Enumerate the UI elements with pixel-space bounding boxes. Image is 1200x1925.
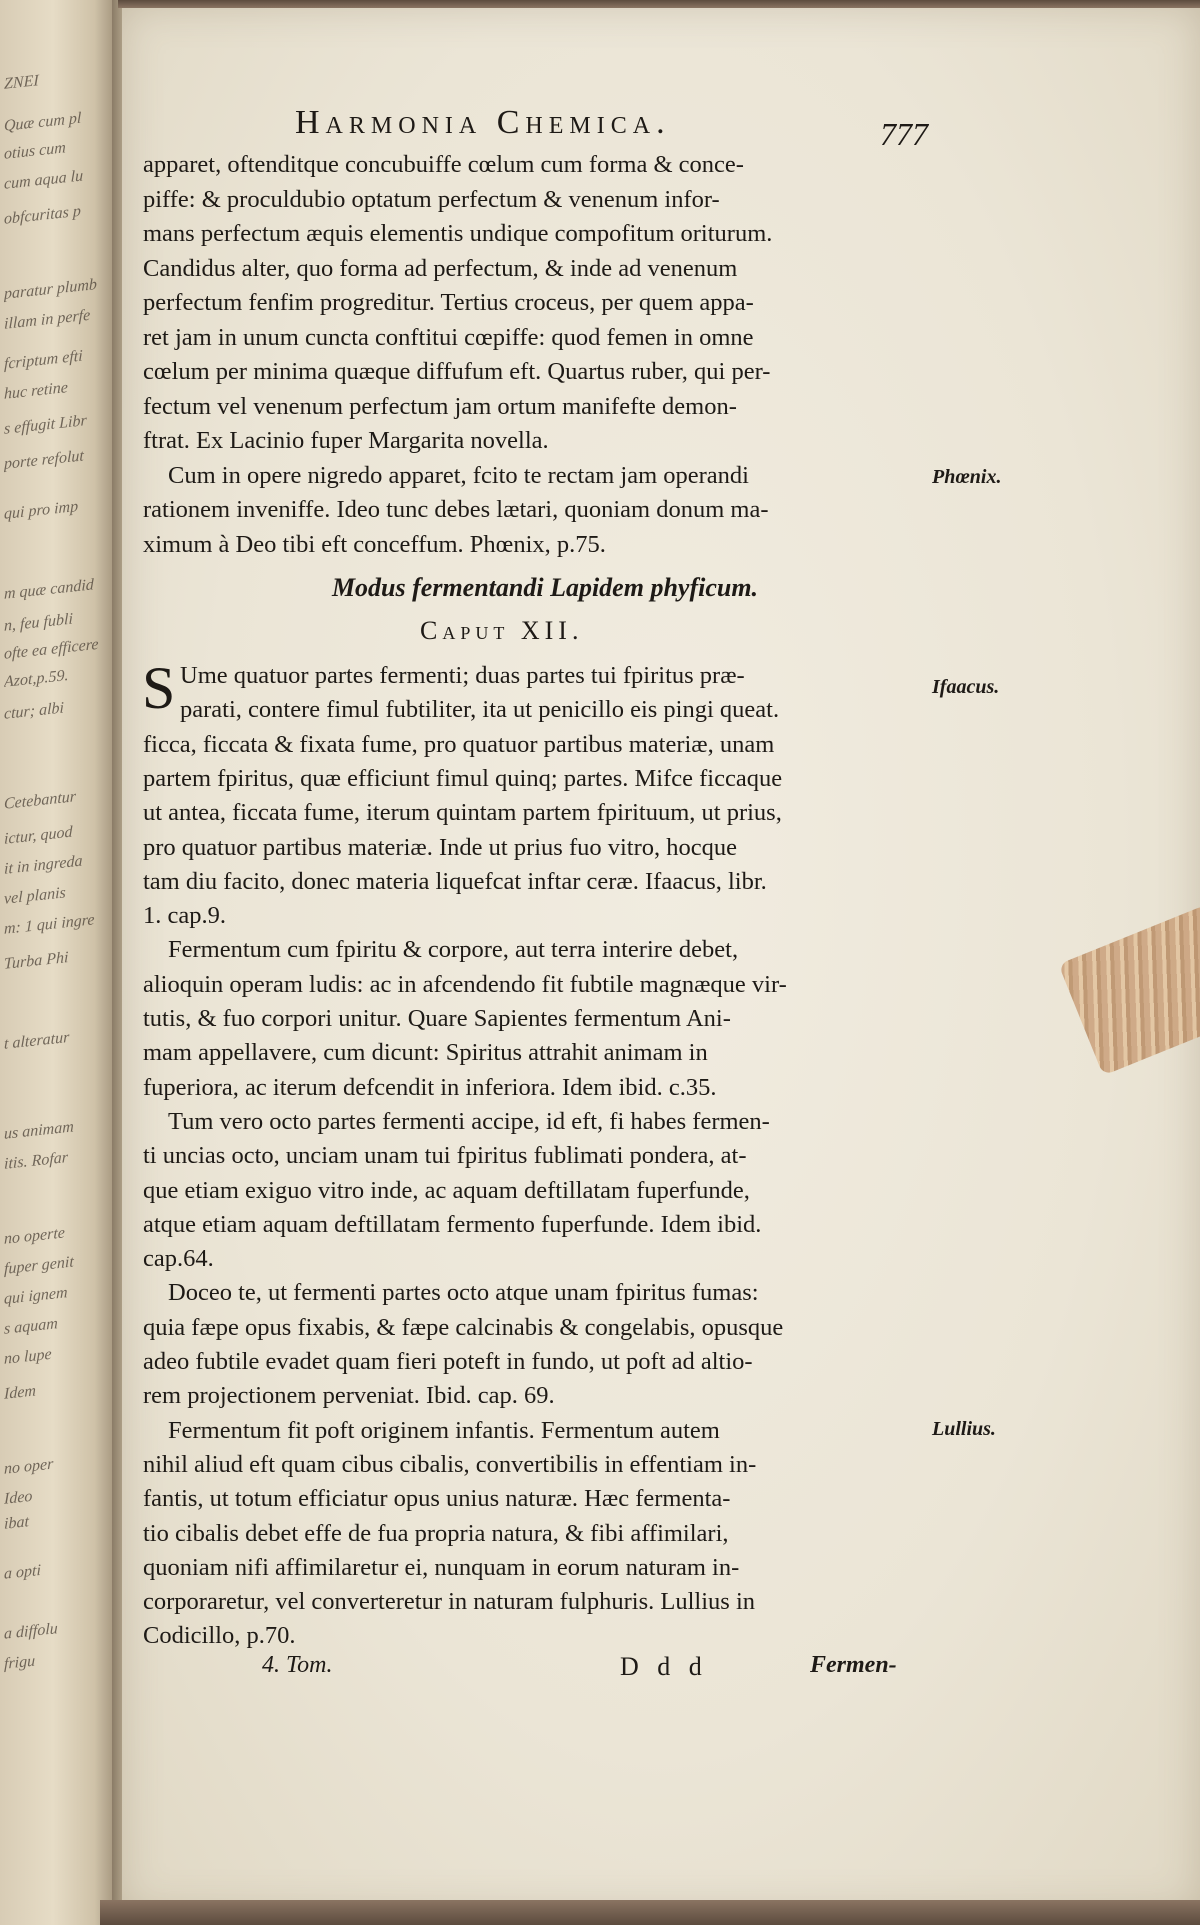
left-page-fragment: n, feu fubli — [4, 610, 73, 635]
text-line: Ume quatuor partes fermenti; duas partes tui fpiritus præ- — [180, 662, 745, 689]
left-page-fragment: Quæ cum pl — [4, 109, 82, 135]
left-page-fragment: no lupe — [4, 1345, 52, 1368]
text-line: Doceo te, ut fermenti partes octo atque unam fpiritus fumas: — [168, 1279, 759, 1307]
text-line: fantis, ut totum efficiatur opus unius naturæ. Hæc fermenta- — [143, 1485, 731, 1513]
text-line: tam diu facito, donec materia liquefcat inftar ceræ. Ifaacus, libr. — [143, 867, 767, 895]
left-page-fragment: Ideo — [4, 1487, 33, 1508]
text-line: nihil aliud eft quam cibus cibalis, convertibilis in effentiam in- — [143, 1450, 757, 1478]
text-line: mans perfectum æquis elementis undique compofitum oriturum. — [143, 220, 773, 247]
text-line: Tum vero octo partes fermenti accipe, id eft, fi habes fermen- — [168, 1107, 770, 1135]
text-line: que etiam exiguo vitro inde, ac aquam deftillatam fuperfunde, — [143, 1176, 750, 1204]
margin-note-isaacus: Ifaacus. — [932, 676, 1000, 698]
footer-catchword: Fermen- — [810, 1652, 897, 1678]
text-line: partem fpiritus, quæ efficiunt fimul quinq; partes. Mifce ficcaque — [143, 764, 783, 792]
left-page-fragment: otius cum — [4, 139, 66, 163]
text-line: atque etiam aquam deftillatam fermento fuperfunde. Idem ibid. — [143, 1210, 762, 1238]
left-page-fragment: ofte ea efficere — [4, 635, 99, 663]
chapter-heading: Caput XII. — [420, 616, 584, 645]
left-page-fragment: vel planis — [4, 884, 66, 908]
left-page-fragment: us animam — [4, 1118, 74, 1143]
left-page-fragment: Idem — [4, 1382, 36, 1403]
left-page-fragment: itis. Rofar — [4, 1149, 69, 1173]
left-page-fragment: a diffolu — [4, 1620, 58, 1643]
text-line: 1. cap.9. — [143, 902, 226, 930]
left-page-fragment: s aquam — [4, 1315, 58, 1338]
left-page-fragment: huc retine — [4, 379, 68, 403]
text-line: apparet, oftenditque concubuiffe cœlum cum forma & conce- — [143, 151, 744, 178]
page-bottom-edge — [100, 1900, 1200, 1925]
text-line: quoniam nifi affimilaretur ei, nunquam in eorum naturam in- — [143, 1553, 740, 1581]
text-line: ut antea, ficcata fume, iterum quintam partem fpirituum, ut prius, — [143, 799, 782, 827]
left-page-fragment: Turba Phi — [4, 949, 69, 973]
text-line: rationem inveniffe. Ideo tunc debes lætari, quoniam donum ma- — [143, 496, 769, 523]
left-page-fragment: qui ignem — [4, 1284, 68, 1308]
text-line: parati, contere fimul fubtiliter, ita ut penicillo eis pingi queat. — [180, 696, 780, 724]
text-line: Codicillo, p.70. — [143, 1622, 296, 1650]
left-page-fragment: no operte — [4, 1224, 65, 1248]
left-page-fragment: t alteratur — [4, 1028, 70, 1053]
text-line: ftrat. Ex Lacinio fuper Margarita novella. — [143, 427, 549, 454]
section-heading: Modus fermentandi Lapidem phyficum. — [331, 573, 759, 602]
left-page-fragment: porte refolut — [4, 447, 84, 473]
footer-signature: D d d — [620, 1652, 708, 1681]
text-line: fectum vel venenum perfectum jam ortum manifefte demon- — [143, 392, 737, 420]
text-line: adeo fubtile evadet quam fieri poteft in fundo, ut poft ad altio- — [143, 1348, 753, 1375]
left-page-fragment: cum aqua lu — [4, 167, 84, 193]
text-line: tio cibalis debet effe de fua propria natura, & fibi affimilari, — [143, 1519, 729, 1547]
text-line: ximum à Deo tibi eft conceffum. Phœnix, p.75. — [143, 530, 606, 558]
text-line: pro quatuor partibus materiæ. Inde ut prius fuo vitro, hocque — [143, 833, 737, 861]
margin-note-phoenix: Phœnix. — [932, 466, 1002, 488]
left-page-fragment: no oper — [4, 1455, 54, 1478]
text-line: Fermentum fit poft originem infantis. Fermentum autem — [168, 1416, 720, 1444]
page-number: 777 — [880, 116, 928, 152]
margin-note-lullius: Lullius. — [932, 1418, 996, 1440]
left-page-fragment: m: 1 qui ingre — [4, 911, 95, 938]
text-line: Fermentum cum fpiritu & corpore, aut terra interire debet, — [168, 936, 739, 964]
text-line: tutis, & fuo corpori unitur. Quare Sapientes fermentum Ani- — [143, 1005, 731, 1032]
page-top-edge — [118, 0, 1200, 8]
left-page-fragment: paratur plumb — [4, 276, 97, 303]
text-line: perfectum fenfim progreditur. Tertius croceus, per quem appa- — [143, 289, 754, 316]
left-page-fragment: it in ingreda — [4, 852, 83, 878]
running-head: Harmonia Chemica. — [295, 104, 671, 141]
left-page-fragment: ZNEI — [4, 72, 39, 93]
left-page-fragment: a opti — [4, 1561, 41, 1583]
left-page-fragment: obfcuritas p — [4, 202, 81, 228]
text-line: corporaretur, vel converteretur in naturam fulphuris. Lullius in — [143, 1588, 755, 1616]
text-line: Candidus alter, quo forma ad perfectum, & inde ad venenum — [143, 254, 738, 282]
footer-volume: 4. Tom. — [262, 1652, 333, 1678]
text-line: alioquin operam ludis: ac in afcendendo fit fubtile magnæque vir- — [143, 970, 787, 998]
text-line: mam appellavere, cum dicunt: Spiritus attrahit animam in — [143, 1039, 708, 1067]
text-line: cap.64. — [143, 1245, 214, 1273]
left-page-fragment: frigu — [4, 1652, 36, 1673]
drop-cap: S — [142, 655, 176, 721]
left-page-fragment: m quæ candid — [4, 576, 94, 603]
left-page-fragment: fcriptum efti — [4, 347, 83, 373]
left-page-fragment: ibat — [4, 1513, 29, 1533]
left-page-fragment: illam in perfe — [4, 306, 91, 333]
text-line: rem projectionem perveniat. Ibid. cap. 69. — [143, 1382, 555, 1410]
left-page-fragment: fuper genit — [4, 1253, 74, 1278]
left-page-fragment: qui pro imp — [4, 497, 79, 523]
left-page-fragment: s effugit Libr — [4, 412, 87, 438]
text-line: fuperiora, ac iterum defcendit in inferiora. Idem ibid. c.35. — [143, 1073, 717, 1101]
text-line: cœlum per minima quæque diffufum eft. Quartus ruber, qui per- — [143, 358, 771, 385]
text-line: ficca, ficcata & fixata fume, pro quatuor partibus materiæ, unam — [143, 730, 775, 758]
text-line: Cum in opere nigredo apparet, fcito te rectam jam operandi — [168, 461, 749, 489]
left-page-fragment: ictur, quod — [4, 823, 73, 848]
facing-left-page — [0, 0, 118, 1925]
text-line: piffe: & proculdubio optatum perfectum & venenum infor- — [143, 185, 720, 213]
left-page-fragment: Azot,p.59. — [4, 667, 69, 691]
text-line: quia fæpe opus fixabis, & fæpe calcinabis & congelabis, opusque — [143, 1313, 784, 1341]
left-page-fragment: ctur; albi — [4, 699, 64, 723]
text-line: ti uncias octo, unciam unam tui fpiritus fublimati pondera, at- — [143, 1142, 747, 1170]
left-page-fragment: Cetebantur — [4, 788, 76, 813]
text-line: ret jam in unum cuncta conftitui cœpiffe: quod femen in omne — [143, 323, 754, 351]
